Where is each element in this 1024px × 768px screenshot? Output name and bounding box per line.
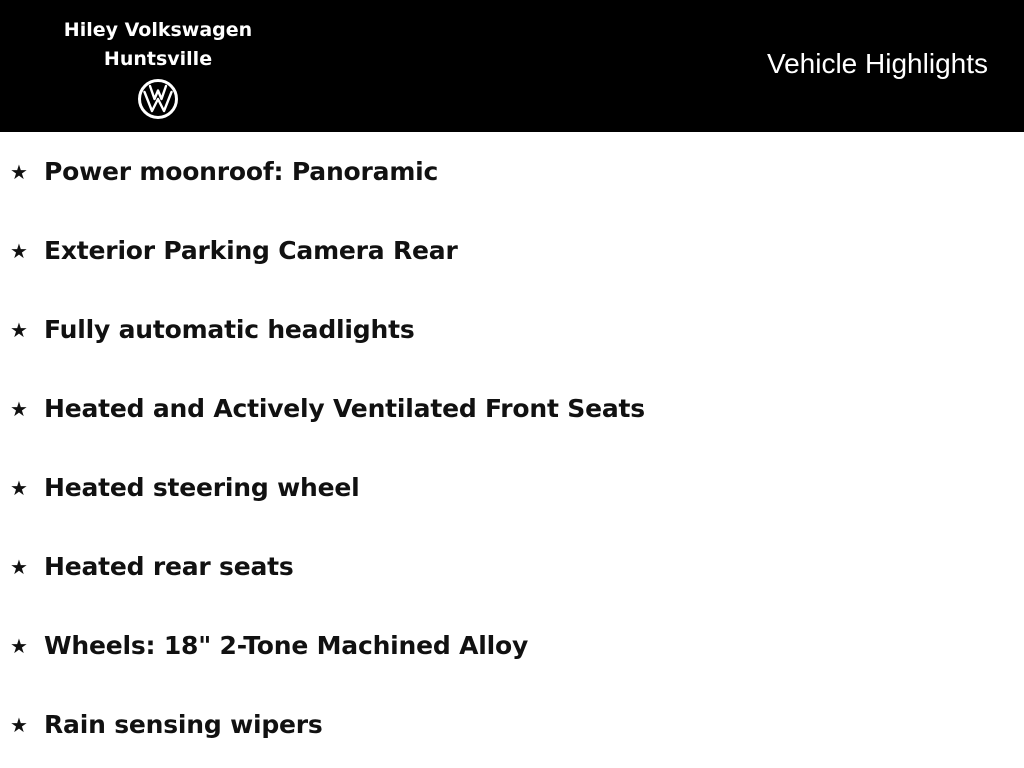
star-icon: ★ [10,396,28,421]
volkswagen-logo-icon [137,78,179,120]
star-icon: ★ [10,633,28,658]
highlight-item [10,132,1010,211]
dealer-name-line1: Hiley Volkswagen [63,19,253,41]
highlight-item [10,448,1010,527]
star-icon: ★ [10,159,28,184]
highlight-label: Wheels: 18" 2-Tone Machined Alloy [44,631,529,660]
highlight-label: Power moonroof: Panoramic [44,157,439,186]
highlight-item [10,685,1010,764]
section-title: Vehicle Highlights [766,48,988,79]
header-bar [0,0,1024,132]
highlight-label: Rain sensing wipers [44,710,323,739]
star-icon: ★ [10,712,28,737]
highlight-label: Heated steering wheel [44,473,360,502]
highlight-item [10,606,1010,685]
highlight-label: Heated and Actively Ventilated Front Seats [44,394,645,423]
star-icon: ★ [10,554,28,579]
star-icon: ★ [10,317,28,342]
dealer-name-line2: Huntsville [103,48,213,70]
highlight-label: Fully automatic headlights [44,315,415,344]
highlight-item [10,290,1010,369]
highlights-list [10,132,1010,764]
star-icon: ★ [10,475,28,500]
star-icon: ★ [10,238,28,263]
dealer-branding [58,16,258,120]
highlight-label: Heated rear seats [44,552,294,581]
highlight-label: Exterior Parking Camera Rear [44,236,458,265]
highlight-item [10,527,1010,606]
highlight-item [10,369,1010,448]
highlight-item [10,211,1010,290]
